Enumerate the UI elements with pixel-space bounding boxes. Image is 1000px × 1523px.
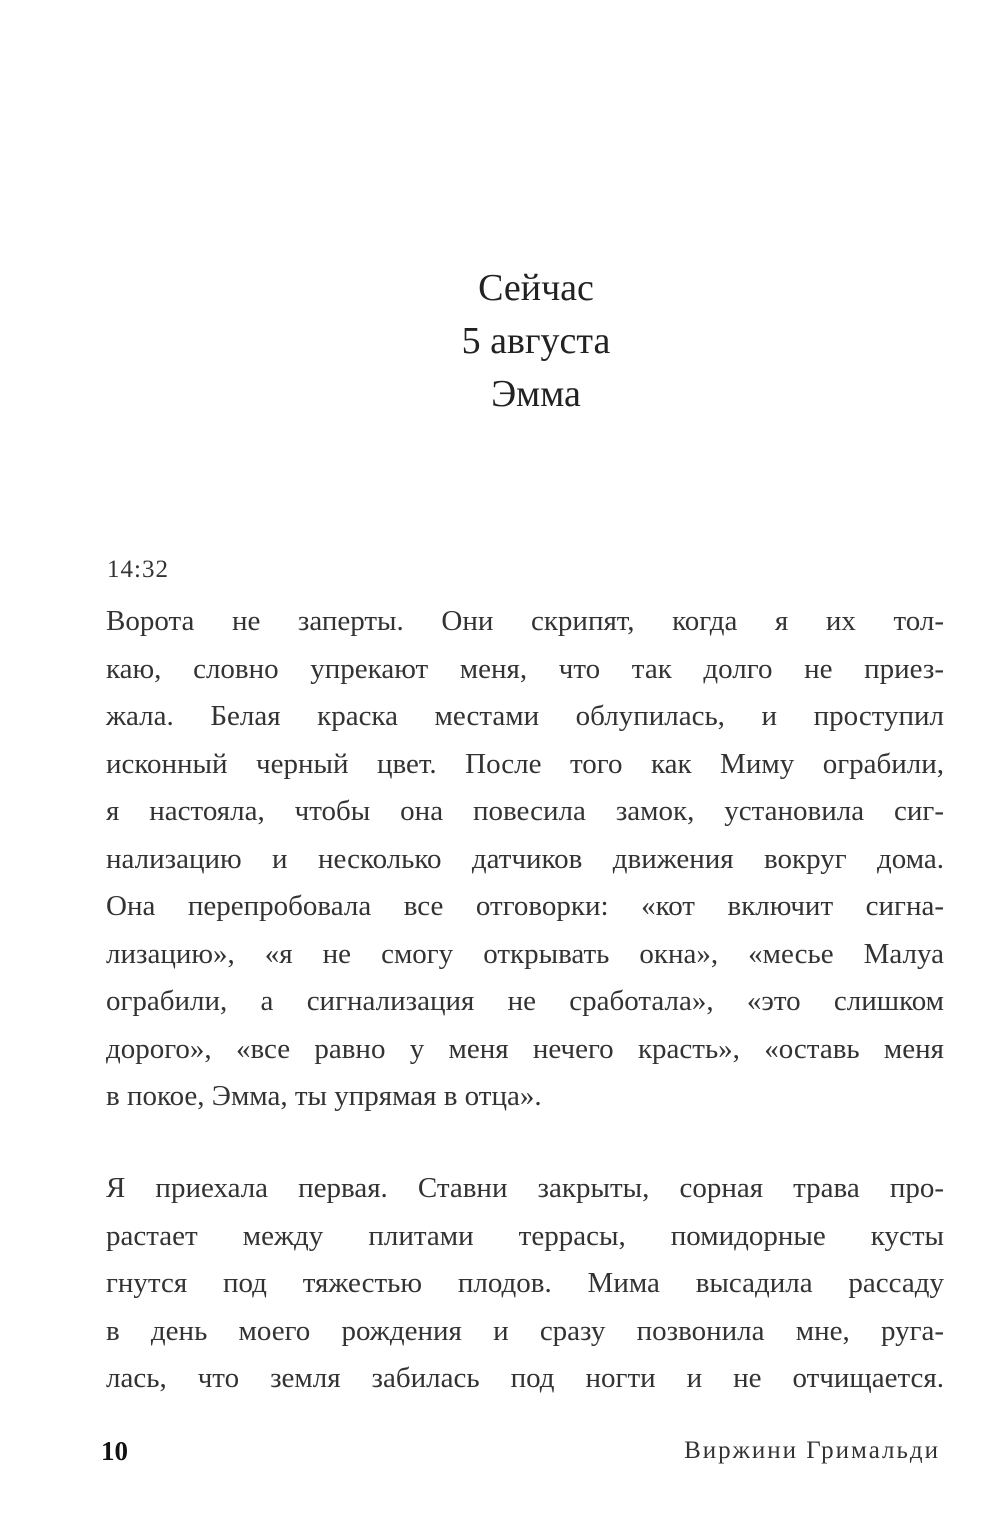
heading-line-date: 5 августа — [461, 320, 611, 362]
text-line: лизацию», «я не смогу открывать окна», «месье Малуа — [106, 937, 944, 970]
text-line: Она перепробовала все отговорки: «кот включит сигна- — [106, 890, 944, 922]
text-line: лась, что земля забилась под ногти и не отчищается. — [106, 1362, 944, 1394]
text-line: дорого», «все равно у меня нечего красть», «оставь меня — [106, 1032, 944, 1065]
text-line: ограбили, а сигнализация не сработала», «это слишком — [106, 985, 944, 1017]
heading-line-now: Сейчас — [478, 267, 594, 309]
text-line: жала. Белая краска местами облупилась, и проступил — [106, 700, 944, 732]
text-line: гнутся под тяжестью плодов. Мима высадила рассаду — [106, 1267, 944, 1299]
text-line: исконный черный цвет. После того как Миму ограбили, — [106, 747, 944, 780]
text-line: в день моего рождения и сразу позвонила мне, руга- — [106, 1314, 944, 1347]
text-line: растает между плитами террасы, помидорные кусты — [106, 1219, 944, 1252]
paragraph-1 — [106, 598, 944, 1121]
timestamp: 14:32 — [107, 556, 169, 583]
chapter-heading — [0, 262, 1000, 421]
running-footer-author: Виржини Гримальди — [684, 1437, 940, 1464]
page-number: 10 — [101, 1436, 128, 1466]
heading-line-name: Эмма — [491, 373, 581, 415]
text-line: Ворота не заперты. Они скрипят, когда я их тол- — [106, 605, 944, 637]
text-line: каю, словно упрекают меня, что так долго не приез- — [106, 652, 944, 685]
text-line: я настояла, чтобы она повесила замок, установила сиг- — [106, 795, 944, 827]
text-line: Я приехала первая. Ставни закрыты, сорная трава про- — [106, 1172, 944, 1204]
text-line: в покое, Эмма, ты упрямая в отца». — [106, 1080, 542, 1112]
paragraph-2 — [106, 1165, 944, 1403]
text-line: нализацию и несколько датчиков движения вокруг дома. — [106, 842, 944, 875]
